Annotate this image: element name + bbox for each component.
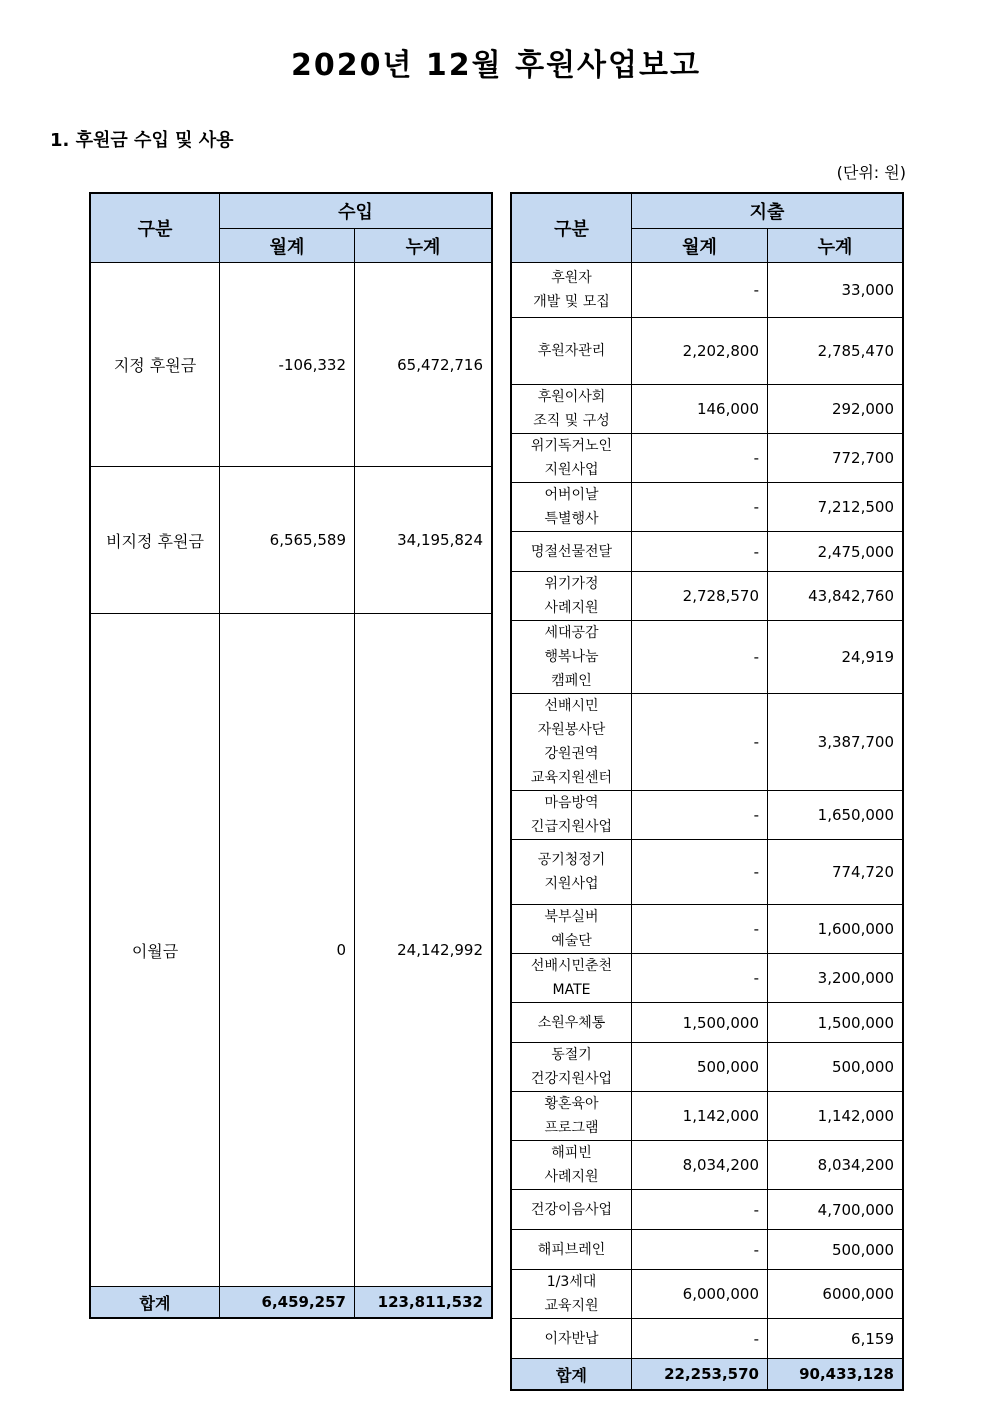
expense-cumulative: 500,000 bbox=[768, 1230, 903, 1270]
income-category-header: 구분 bbox=[91, 194, 220, 263]
expense-monthly: - bbox=[632, 1190, 768, 1230]
expense-monthly: - bbox=[632, 905, 768, 954]
expense-monthly: - bbox=[632, 434, 768, 483]
expense-cumulative: 6000,000 bbox=[768, 1270, 903, 1319]
expense-cumulative: 6,159 bbox=[768, 1319, 903, 1359]
expense-category: 후원이사회 조직 및 구성 bbox=[512, 385, 632, 434]
table-row bbox=[91, 467, 492, 614]
expense-cumulative: 292,000 bbox=[768, 385, 903, 434]
expense-category: 위기가정 사례지원 bbox=[512, 572, 632, 621]
expense-monthly: 2,728,570 bbox=[632, 572, 768, 621]
expense-category: 동절기 건강지원사업 bbox=[512, 1043, 632, 1092]
expense-monthly: - bbox=[632, 1230, 768, 1270]
table-row bbox=[512, 572, 903, 621]
expense-category: 명절선물전달 bbox=[512, 532, 632, 572]
table-row bbox=[512, 1270, 903, 1319]
table-row bbox=[512, 434, 903, 483]
expense-table bbox=[511, 193, 903, 1390]
expense-monthly: 1,500,000 bbox=[632, 1003, 768, 1043]
expense-category: 1/3세대 교육지원 bbox=[512, 1270, 632, 1319]
expense-category: 이자반납 bbox=[512, 1319, 632, 1359]
expense-cumulative: 1,142,000 bbox=[768, 1092, 903, 1141]
expense-monthly: - bbox=[632, 694, 768, 791]
income-category: 비지정 후원금 bbox=[91, 467, 220, 614]
expense-monthly: - bbox=[632, 840, 768, 905]
expense-cumulative: 4,700,000 bbox=[768, 1190, 903, 1230]
expense-total-cumulative: 90,433,128 bbox=[768, 1359, 903, 1390]
income-total-cumulative: 123,811,532 bbox=[355, 1287, 492, 1318]
expense-monthly: - bbox=[632, 621, 768, 694]
section-title: 1. 후원금 수입 및 사용 bbox=[50, 130, 234, 151]
expense-rows bbox=[512, 263, 903, 1359]
income-monthly-header: 월계 bbox=[220, 229, 355, 263]
income-total-label: 합계 bbox=[91, 1287, 220, 1318]
expense-category: 공기청정기 지원사업 bbox=[512, 840, 632, 905]
table-row bbox=[512, 483, 903, 532]
income-monthly: 6,565,589 bbox=[220, 467, 355, 614]
income-total-monthly: 6,459,257 bbox=[220, 1287, 355, 1318]
expense-category-header: 구분 bbox=[512, 194, 632, 263]
expense-category: 후원자 개발 및 모집 bbox=[512, 263, 632, 318]
expense-cumulative: 500,000 bbox=[768, 1043, 903, 1092]
table-row bbox=[512, 1190, 903, 1230]
expense-cumulative: 7,212,500 bbox=[768, 483, 903, 532]
expense-monthly: 500,000 bbox=[632, 1043, 768, 1092]
expense-cumulative-header: 누계 bbox=[768, 229, 903, 263]
income-monthly: 0 bbox=[220, 614, 355, 1287]
expense-cumulative: 3,387,700 bbox=[768, 694, 903, 791]
table-row bbox=[512, 1141, 903, 1190]
expense-category: 황혼육아 프로그램 bbox=[512, 1092, 632, 1141]
table-row bbox=[512, 1043, 903, 1092]
table-row bbox=[512, 532, 903, 572]
expense-total-label: 합계 bbox=[512, 1359, 632, 1390]
expense-monthly: - bbox=[632, 263, 768, 318]
expense-total-monthly: 22,253,570 bbox=[632, 1359, 768, 1390]
expense-category: 마음방역 긴급지원사업 bbox=[512, 791, 632, 840]
page-title: 2020년 12월 후원사업보고 bbox=[291, 48, 701, 83]
table-row bbox=[512, 318, 903, 385]
expense-cumulative: 774,720 bbox=[768, 840, 903, 905]
expense-category: 선배시민 자원봉사단 강원권역 교육지원센터 bbox=[512, 694, 632, 791]
expense-monthly: - bbox=[632, 954, 768, 1003]
income-category: 이월금 bbox=[91, 614, 220, 1287]
table-row bbox=[512, 905, 903, 954]
income-cumulative: 65,472,716 bbox=[355, 263, 492, 467]
expense-monthly: 1,142,000 bbox=[632, 1092, 768, 1141]
expense-cumulative: 1,650,000 bbox=[768, 791, 903, 840]
expense-monthly: - bbox=[632, 791, 768, 840]
unit-label: (단위: 원) bbox=[836, 163, 906, 182]
expense-monthly: 146,000 bbox=[632, 385, 768, 434]
table-row bbox=[512, 1230, 903, 1270]
expense-category: 어버이날 특별행사 bbox=[512, 483, 632, 532]
expense-category: 세대공감 행복나눔 캠페인 bbox=[512, 621, 632, 694]
table-row bbox=[512, 791, 903, 840]
expense-monthly: - bbox=[632, 532, 768, 572]
income-cumulative-header: 누계 bbox=[355, 229, 492, 263]
expense-cumulative: 24,919 bbox=[768, 621, 903, 694]
total-row bbox=[512, 1359, 903, 1390]
income-table bbox=[90, 193, 492, 1318]
expense-monthly: 8,034,200 bbox=[632, 1141, 768, 1190]
table-row bbox=[91, 263, 492, 467]
expense-cumulative: 2,475,000 bbox=[768, 532, 903, 572]
table-row bbox=[91, 614, 492, 1287]
table-row bbox=[512, 1319, 903, 1359]
expense-category: 건강이음사업 bbox=[512, 1190, 632, 1230]
table-row bbox=[512, 954, 903, 1003]
expense-category: 소원우체통 bbox=[512, 1003, 632, 1043]
expense-category: 해피브레인 bbox=[512, 1230, 632, 1270]
table-row bbox=[512, 621, 903, 694]
income-cumulative: 24,142,992 bbox=[355, 614, 492, 1287]
expense-category: 후원자관리 bbox=[512, 318, 632, 385]
expense-cumulative: 1,600,000 bbox=[768, 905, 903, 954]
expense-cumulative: 772,700 bbox=[768, 434, 903, 483]
expense-monthly: 6,000,000 bbox=[632, 1270, 768, 1319]
table-row bbox=[512, 385, 903, 434]
income-monthly: -106,332 bbox=[220, 263, 355, 467]
expense-category: 위기독거노인 지원사업 bbox=[512, 434, 632, 483]
expense-cumulative: 3,200,000 bbox=[768, 954, 903, 1003]
expense-monthly: - bbox=[632, 1319, 768, 1359]
table-row bbox=[512, 1003, 903, 1043]
expense-cumulative: 1,500,000 bbox=[768, 1003, 903, 1043]
table-row bbox=[512, 263, 903, 318]
income-category: 지정 후원금 bbox=[91, 263, 220, 467]
total-row bbox=[91, 1287, 492, 1318]
expense-monthly-header: 월계 bbox=[632, 229, 768, 263]
expense-category: 선배시민춘천 MATE bbox=[512, 954, 632, 1003]
expense-category: 북부실버 예술단 bbox=[512, 905, 632, 954]
table-row bbox=[512, 694, 903, 791]
expense-monthly: - bbox=[632, 483, 768, 532]
expense-category: 해피빈 사례지원 bbox=[512, 1141, 632, 1190]
expense-cumulative: 8,034,200 bbox=[768, 1141, 903, 1190]
table-row bbox=[512, 840, 903, 905]
income-group-header: 수입 bbox=[220, 194, 492, 229]
expense-cumulative: 43,842,760 bbox=[768, 572, 903, 621]
expense-monthly: 2,202,800 bbox=[632, 318, 768, 385]
table-row bbox=[512, 1092, 903, 1141]
expense-group-header: 지출 bbox=[632, 194, 903, 229]
expense-cumulative: 33,000 bbox=[768, 263, 903, 318]
expense-cumulative: 2,785,470 bbox=[768, 318, 903, 385]
income-cumulative: 34,195,824 bbox=[355, 467, 492, 614]
